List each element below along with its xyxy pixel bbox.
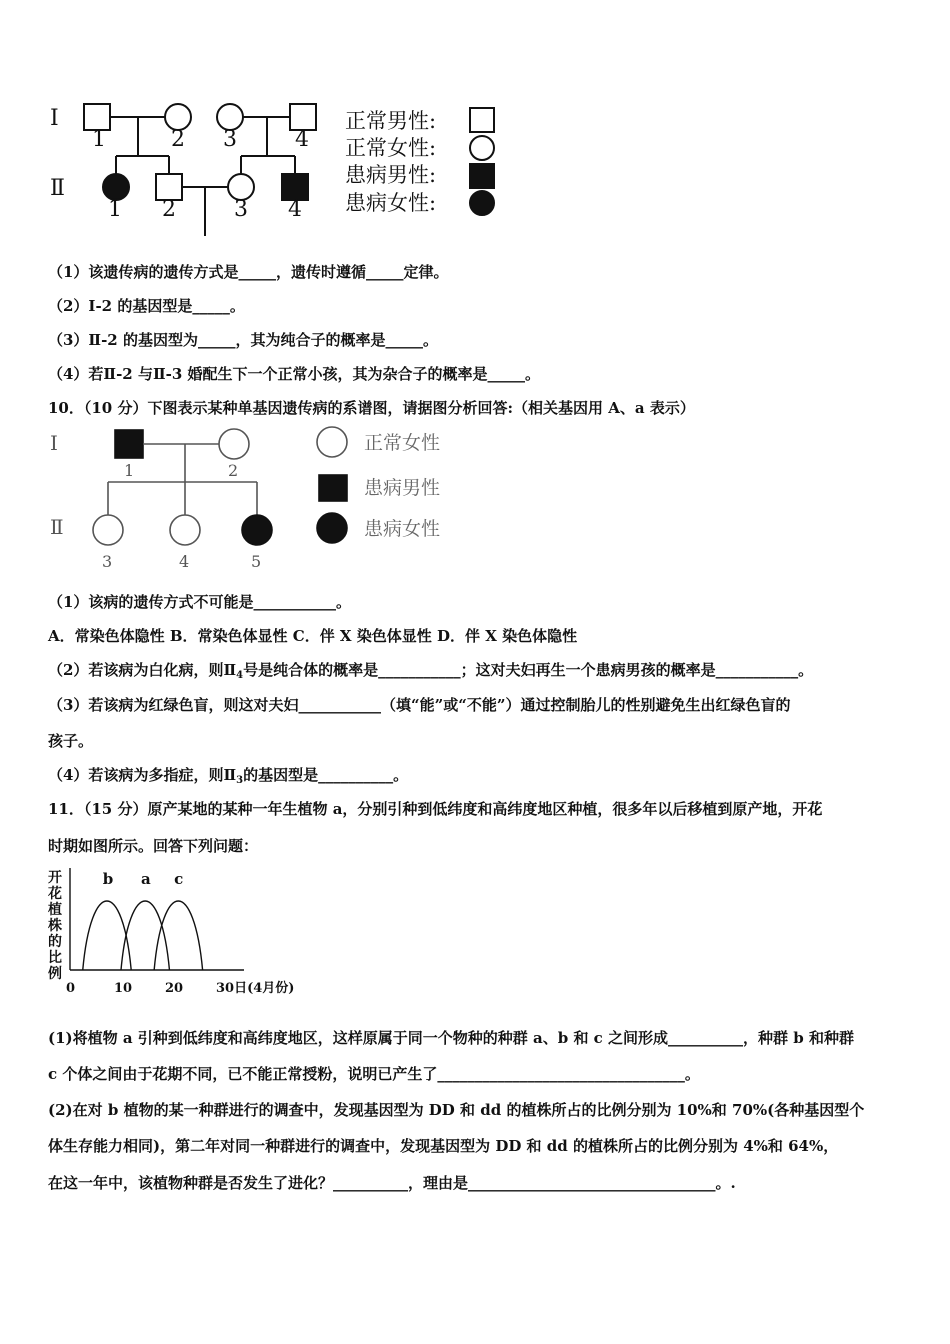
chart-series-curve-a [121,901,169,970]
ped2-num: 3 [102,552,113,571]
ped2-num: 5 [251,552,262,571]
ped1-gen-I-label: Ⅰ [50,106,59,131]
ped2-num: 2 [228,461,239,480]
chart-ylabel-char: 花 [48,886,62,902]
ped1-num: 4 [288,197,302,222]
pedigree-2 [40,424,480,574]
chart-x-tick-label: 30日(4月份) [216,981,295,996]
chart-series-label-b: b [102,870,114,888]
chart-ylabel-char: 比 [48,950,62,966]
chart-ylabel-char: 的 [48,934,62,950]
ped1-legend-normal-female: 正常女性: [345,136,437,160]
q11-sub2-line2: 体生存能力相同)，第二年对同一种群进行的调查中，发现基因型为 DD 和 dd 的植株所占的比例分别为 4%和 64%， [48,1137,839,1155]
ped1-num: 1 [92,127,106,152]
q10-options: A．常染色体隐性 B．常染色体显性 C．伴 X 染色体显性 D．伴 X 染色体隐性 [48,627,578,645]
ped2-gen-I-label: Ⅰ [50,431,58,455]
q11-sub2-line1: (2)在对 b 植物的某一种群进行的调查中，发现基因型为 DD 和 dd 的植株所占的比例分别为 10%和 70%(各种基因型个 [48,1101,865,1119]
ped2-I2-normal-female [219,429,249,459]
ped1-legend-affected-female: 患病女性: [345,191,437,215]
ped2-legend-affected-female: 患病女性 [364,518,441,540]
chart-x-tick-label: 20 [165,981,184,996]
q11-title-line2: 时期如图所示。回答下列问题： [48,837,259,855]
q11-title-line1: 11．（15 分）原产某地的某种一年生植物 a，分别引种到低纬度和高纬度地区种植，很多年以后移植到原产地，开花 [48,800,823,818]
ped2-num: 4 [179,552,190,571]
q10-sub3-line2: 孩子。 [48,732,94,750]
ped2-II3-normal-female [93,515,123,545]
chart-ylabel-char: 开 [48,870,62,886]
chart-x-tick-label: 0 [66,981,76,996]
ped2-legend-affected-male: 患病男性 [364,477,441,499]
ped1-legend-normal-male: 正常男性: [345,109,437,133]
ped1-num: 1 [108,197,122,222]
flowering-chart [44,866,295,1000]
ped2-I1-affected-male [115,430,143,458]
ped1-num: 4 [295,127,309,152]
q10-sub2: （2）若该病为白化病，则$Ⅱ_4$号是纯合体的概率是___________；这对夫妇再生一个患病男孩的概率是___________。 [48,661,814,681]
chart-series-curve-c [154,901,202,970]
ped2-legend-normal-female: 正常女性 [364,432,441,454]
prev-sub1: （1）该遗传病的遗传方式是_____，遗传时遵循_____定律。 [48,263,449,281]
q11-sub1-line2: c 个体之间由于花期不同，已不能正常授粉，说明已产生了_________________________________。 [48,1065,700,1083]
ped1-gen-II-label: Ⅱ [50,176,65,201]
ped2-gen-II-label: Ⅱ [50,515,64,539]
q11-sub1-line1: (1)将植物 a 引种到低纬度和高纬度地区，这样原属于同一个物种的种群 a、b 和 c 之间形成__________，种群 b 和种群 [48,1029,854,1047]
chart-ylabel-char: 例 [48,966,62,982]
ped1-num: 2 [162,197,176,222]
q10-sub3-line1: （3）若该病为红绿色盲，则这对夫妇___________（填“能”或“不能”）通过控制胎儿的性别避免生出红绿色盲的 [48,696,791,714]
prev-sub4: （4）若Ⅱ-2 与Ⅱ-3 婚配生下一个正常小孩，其为杂合子的概率是_____。 [48,365,540,383]
ped2-num: 1 [124,461,135,480]
pedigree-1 [40,90,520,240]
q10-title: 10．（10 分）下图表示某种单基因遗传病的系谱图，请据图分析回答:（相关基因用 A、a 表示） [48,399,695,417]
chart-series-curve-b [83,901,131,970]
ped1-legend-affected-male: 患病男性: [345,163,437,187]
chart-ylabel-char: 株 [48,918,62,934]
prev-sub2: （2）Ⅰ-2 的基因型是_____。 [48,297,245,315]
chart-series-label-c: c [174,870,184,888]
chart-x-tick-label: 10 [114,981,133,996]
ped2-II4-normal-female [170,515,200,545]
q10-sub1: （1）该病的遗传方式不可能是___________。 [48,593,351,611]
ped1-num: 3 [223,127,237,152]
q11-sub2-line3: 在这一年中，该植物种群是否发生了进化？__________，理由是_________________________________。. [48,1174,736,1192]
chart-ylabel-char: 植 [48,902,62,918]
ped1-num: 3 [234,197,248,222]
chart-series-label-a: a [140,870,151,888]
ped2-II5-affected-female [242,515,272,545]
ped1-num: 2 [171,127,185,152]
q10-sub4: （4）若该病为多指症，则$Ⅱ_3$的基因型是__________。 [48,766,409,786]
prev-sub3: （3）Ⅱ-2 的基因型为_____，其为纯合子的概率是_____。 [48,331,438,349]
